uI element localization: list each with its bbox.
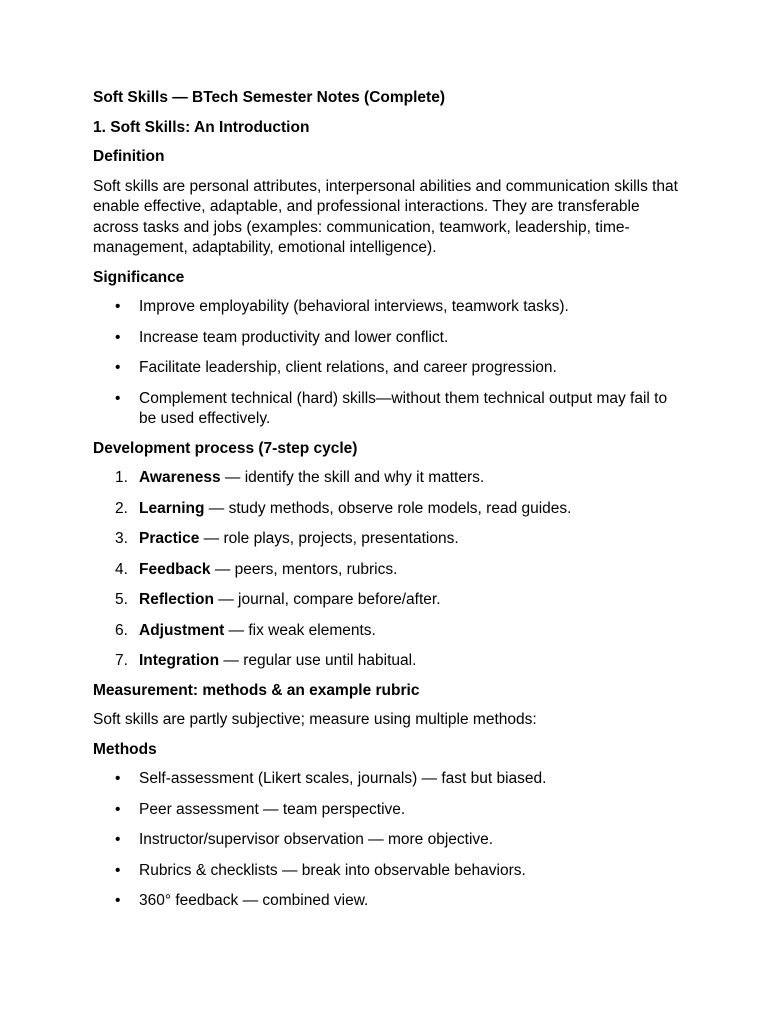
development-steps-list	[93, 468, 683, 672]
measurement-heading: Measurement: methods & an example rubric	[93, 681, 420, 699]
list-item-text: Rubrics & checklists — break into observable behaviors.	[139, 861, 526, 879]
document-title: Soft Skills — BTech Semester Notes (Complete)	[93, 89, 445, 106]
step-item	[93, 590, 683, 611]
step-description: — peers, mentors, rubrics.	[210, 560, 398, 578]
list-item-text: Peer assessment — team perspective.	[139, 800, 406, 818]
bullet-icon: •	[115, 800, 121, 818]
step-number: 2.	[115, 499, 128, 517]
measurement-intro: Soft skills are partly subjective; measure using multiple methods:	[93, 711, 537, 728]
significance-heading: Significance	[93, 268, 185, 286]
list-item	[93, 861, 683, 882]
step-item	[93, 468, 683, 489]
list-item	[93, 389, 683, 430]
step-description: — fix weak elements.	[224, 621, 376, 639]
step-number: 5.	[115, 591, 128, 608]
development-heading: Development process (7-step cycle)	[93, 439, 358, 457]
list-item	[93, 769, 683, 790]
list-item-text: Instructor/supervisor observation — more objective.	[139, 831, 494, 848]
methods-heading: Methods	[93, 740, 157, 758]
bullet-icon: •	[115, 389, 121, 407]
methods-list	[93, 769, 683, 912]
bullet-icon: •	[115, 328, 121, 346]
bullet-icon: •	[115, 861, 121, 879]
list-item-text: Self-assessment (Likert scales, journals) — fast but biased.	[139, 770, 547, 787]
step-term: Awareness	[139, 469, 221, 486]
step-item	[93, 499, 683, 520]
list-item-text: Complement technical (hard) skills—without them technical output may fail to be used effectively.	[139, 389, 668, 427]
step-item	[93, 621, 683, 642]
bullet-icon: •	[115, 298, 121, 315]
list-item	[93, 328, 683, 349]
step-number: 1.	[115, 469, 128, 486]
list-item	[93, 297, 683, 318]
step-description: — study methods, observe role models, read guides.	[204, 499, 572, 517]
list-item-text: 360° feedback — combined view.	[139, 892, 369, 909]
bullet-icon: •	[115, 359, 121, 376]
list-item	[93, 830, 683, 851]
step-item	[93, 560, 683, 581]
list-item	[93, 358, 683, 379]
list-item	[93, 800, 683, 821]
step-number: 7.	[115, 652, 128, 669]
step-number: 3.	[115, 530, 128, 547]
significance-list	[93, 297, 683, 430]
step-number: 6.	[115, 621, 128, 639]
section-heading-introduction: 1. Soft Skills: An Introduction	[93, 118, 310, 136]
list-item-text: Improve employability (behavioral interviews, teamwork tasks).	[139, 298, 569, 315]
step-term: Adjustment	[139, 621, 225, 639]
step-term: Learning	[139, 499, 205, 517]
bullet-icon: •	[115, 892, 121, 909]
definition-paragraph: Soft skills are personal attributes, interpersonal abilities and communication skills that enable effective, adaptable, and professional interactions. They are transferable across tasks and jobs (examples: communication, teamwork, leadership, time-management, adaptability, emotional intelligence).	[93, 177, 678, 256]
list-item-text: Facilitate leadership, client relations, and career progression.	[139, 359, 557, 376]
list-item	[93, 891, 683, 912]
document-content	[93, 88, 683, 921]
step-item	[93, 529, 683, 550]
step-number: 4.	[115, 560, 128, 578]
step-term: Integration	[139, 652, 220, 669]
step-term: Practice	[139, 530, 200, 547]
step-item	[93, 651, 683, 672]
bullet-icon: •	[115, 770, 121, 787]
step-description: — regular use until habitual.	[219, 652, 417, 669]
definition-heading: Definition	[93, 148, 165, 165]
step-description: — role plays, projects, presentations.	[199, 530, 459, 547]
step-description: — journal, compare before/after.	[213, 591, 441, 608]
step-description: — identify the skill and why it matters.	[220, 469, 485, 486]
bullet-icon: •	[115, 831, 121, 848]
list-item-text: Increase team productivity and lower conflict.	[139, 328, 449, 346]
step-term: Feedback	[139, 560, 211, 578]
step-term: Reflection	[139, 591, 214, 608]
